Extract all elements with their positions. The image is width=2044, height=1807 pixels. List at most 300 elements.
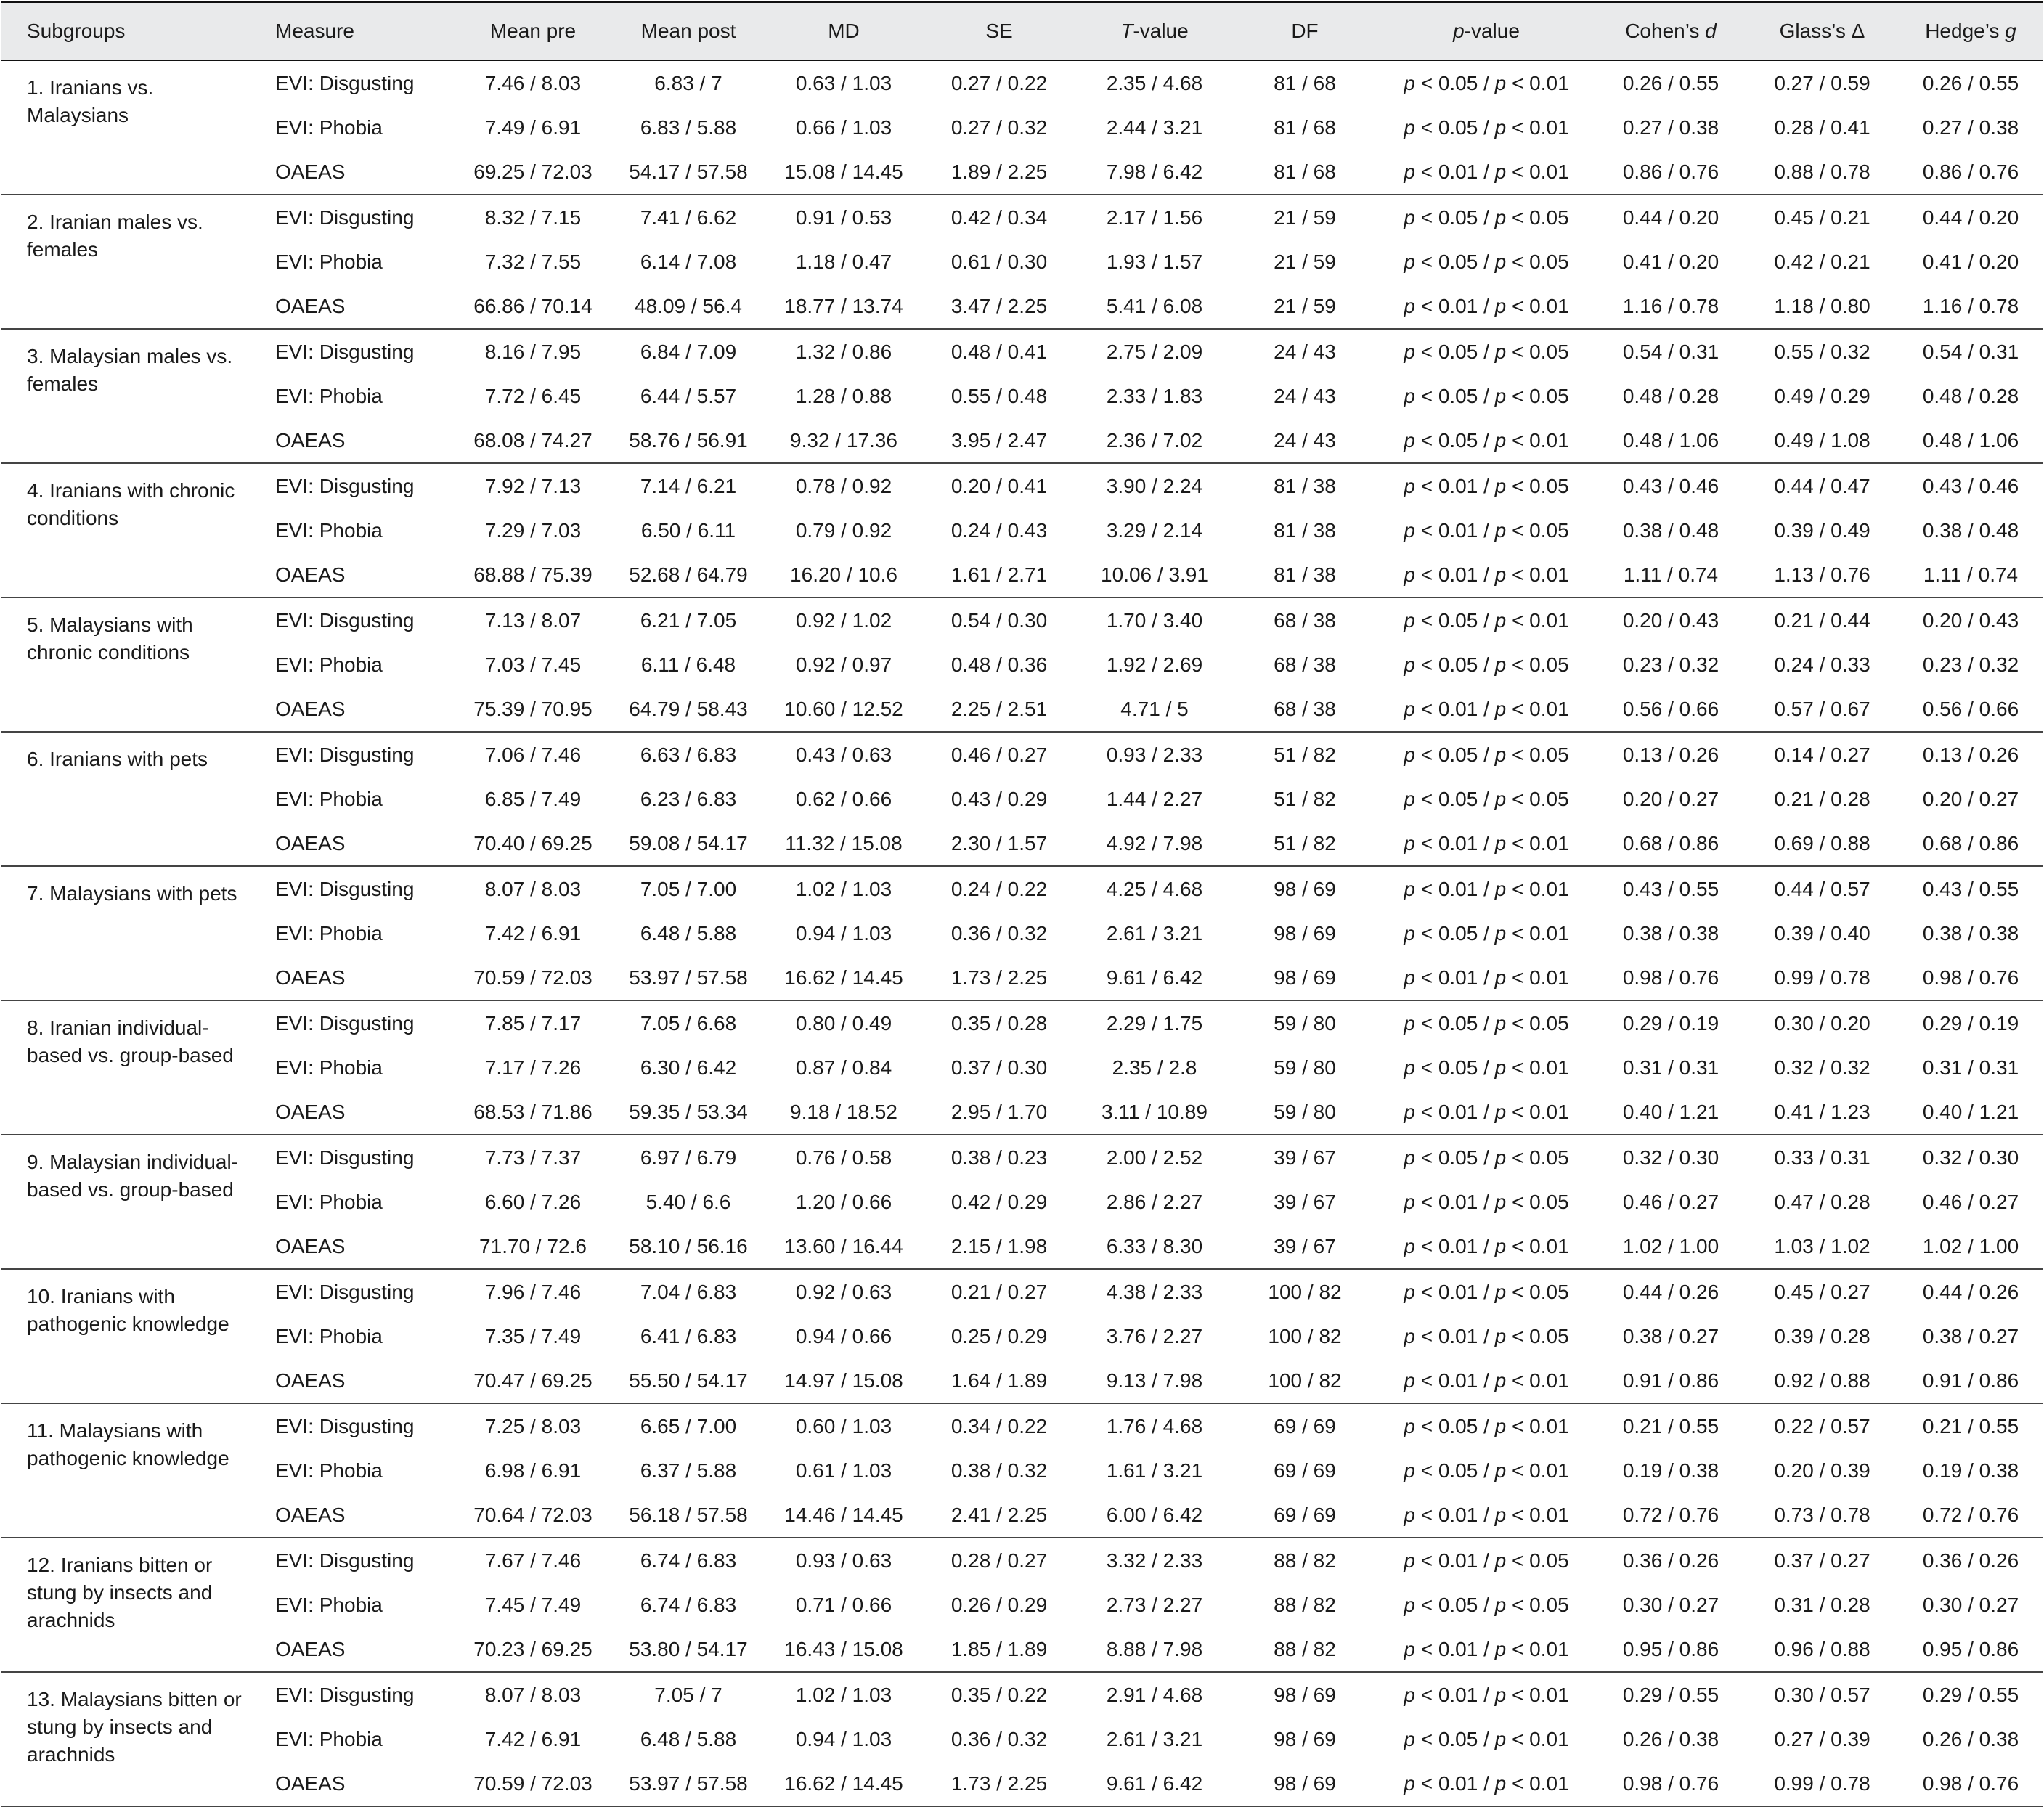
p-text: < 0.01: [1506, 428, 1569, 452]
p-symbol: p: [1404, 1637, 1415, 1660]
p-symbol: p: [1404, 1280, 1415, 1303]
p-symbol: p: [1404, 831, 1415, 854]
glass-effect-cell: 0.14 / 0.27: [1774, 743, 1870, 766]
md-cell: 0.60 / 1.03: [795, 1414, 892, 1437]
d-effect-cell: 0.86 / 0.76: [1595, 150, 1746, 195]
p-symbol: p: [1404, 877, 1415, 900]
p-symbol: p: [1404, 1727, 1415, 1750]
glass-effect-cell: 0.57 / 0.67: [1746, 687, 1898, 732]
mean-pre-cell: 70.40 / 69.25: [455, 821, 611, 866]
g-effect-cell: 0.38 / 0.27: [1922, 1324, 2019, 1347]
t-cell: 1.44 / 2.27: [1106, 787, 1203, 810]
se-cell: 0.28 / 0.27: [950, 1549, 1048, 1572]
glass-effect-cell: 0.96 / 0.88: [1746, 1627, 1898, 1672]
table-row: [1, 1000, 2043, 1045]
p-symbol: p: [1404, 1683, 1415, 1706]
p-text: < 0.01 /: [1414, 1549, 1495, 1572]
p-symbol: p: [1404, 966, 1415, 989]
glass-effect-cell: 0.49 / 0.29: [1774, 384, 1870, 407]
g-effect-cell: 0.72 / 0.76: [1898, 1493, 2043, 1538]
table-row: [1, 284, 2043, 329]
p-text: < 0.05: [1506, 250, 1569, 273]
md-cell: 0.92 / 1.02: [795, 608, 892, 632]
d-effect-cell: 0.36 / 0.26: [1622, 1549, 1719, 1572]
se-cell: 0.36 / 0.32: [950, 921, 1048, 945]
df-cell: 59 / 80: [1274, 1011, 1336, 1035]
t-cell: 2.61 / 3.21: [1106, 921, 1203, 945]
mean-pre-cell: 75.39 / 70.95: [455, 687, 611, 732]
p-value-cell: [1377, 1090, 1595, 1135]
mean-post-cell: 6.41 / 6.83: [640, 1324, 737, 1347]
df-cell: 24 / 43: [1274, 340, 1336, 363]
md-cell: 0.71 / 0.66: [795, 1593, 892, 1616]
se-cell: 1.61 / 2.71: [921, 552, 1077, 597]
mean-pre-cell: 6.98 / 6.91: [484, 1459, 582, 1482]
p-text: < 0.01: [1506, 1771, 1569, 1795]
table-body: [1, 60, 2043, 1806]
p-symbol: p: [1404, 743, 1415, 766]
t-cell: 2.33 / 1.83: [1106, 384, 1203, 407]
table-row: [1, 821, 2043, 866]
md-cell: 16.62 / 14.45: [766, 1761, 921, 1806]
table-row: [1, 1583, 2043, 1627]
table-row: [1, 777, 2043, 821]
p-value-cell: [1377, 284, 1595, 329]
md-cell: 0.92 / 0.97: [795, 653, 892, 676]
p-symbol: p: [1494, 115, 1507, 139]
mean-post-cell: 6.74 / 6.83: [640, 1593, 737, 1616]
g-effect-cell: 0.56 / 0.66: [1898, 687, 2043, 732]
p-text: < 0.01 /: [1414, 1280, 1495, 1303]
df-cell: 51 / 82: [1274, 743, 1336, 766]
mean-pre-cell: 70.59 / 72.03: [455, 955, 611, 1000]
md-cell: 1.20 / 0.66: [795, 1190, 892, 1213]
header-hedges-g: [1898, 2, 2043, 61]
md-cell: 13.60 / 16.44: [766, 1224, 921, 1269]
p-text: < 0.01 /: [1414, 1503, 1495, 1526]
mean-post-cell: 7.05 / 7: [654, 1683, 722, 1706]
g-effect-cell: 0.98 / 0.76: [1898, 1761, 2043, 1806]
t-cell: 2.86 / 2.27: [1106, 1190, 1203, 1213]
mean-post-cell: 5.40 / 6.6: [646, 1190, 731, 1213]
mean-pre-cell: 7.67 / 7.46: [484, 1549, 582, 1572]
p-text: < 0.01: [1506, 563, 1569, 586]
t-cell: 1.92 / 2.69: [1106, 653, 1203, 676]
p-text: < 0.01 /: [1414, 160, 1495, 183]
se-cell: 0.37 / 0.30: [950, 1056, 1048, 1079]
measure-cell: EVI: Phobia: [275, 384, 383, 407]
measure-cell: OAEAS: [268, 821, 455, 866]
p-value-cell: [1377, 105, 1595, 150]
table-row: [1, 1403, 2043, 1448]
md-cell: 9.18 / 18.52: [766, 1090, 921, 1135]
mean-post-cell: 48.09 / 56.4: [611, 284, 766, 329]
glass-effect-cell: 0.31 / 0.28: [1774, 1593, 1870, 1616]
g-effect-cell: 0.27 / 0.38: [1922, 115, 2019, 139]
se-cell: 0.36 / 0.32: [950, 1727, 1048, 1750]
d-effect-cell: 0.72 / 0.76: [1595, 1493, 1746, 1538]
table-row: [1, 60, 2043, 105]
mean-pre-cell: 7.17 / 7.26: [484, 1056, 582, 1079]
mean-post-cell: 6.30 / 6.42: [640, 1056, 737, 1079]
se-cell: 0.24 / 0.43: [950, 518, 1048, 542]
header-glass-delta: Glass’s Δ: [1746, 2, 1898, 61]
mean-post-cell: 6.48 / 5.88: [640, 921, 737, 945]
mean-post-cell: 59.35 / 53.34: [611, 1090, 766, 1135]
measure-cell: EVI: Phobia: [275, 1459, 383, 1482]
mean-post-cell: 54.17 / 57.58: [611, 150, 766, 195]
table-row: [1, 1180, 2043, 1224]
mean-pre-cell: 7.32 / 7.55: [484, 250, 582, 273]
p-value-cell: [1377, 1403, 1595, 1448]
p-symbol: p: [1494, 1190, 1507, 1213]
se-cell: 0.38 / 0.23: [950, 1146, 1048, 1169]
measure-cell: EVI: Phobia: [275, 115, 383, 139]
results-table: [1, 1, 2043, 1807]
d-effect-cell: 0.26 / 0.38: [1622, 1727, 1719, 1750]
p-text: < 0.05 /: [1414, 921, 1495, 945]
d-effect-cell: 0.26 / 0.55: [1622, 71, 1719, 94]
se-cell: 0.48 / 0.36: [950, 653, 1048, 676]
t-cell: 5.41 / 6.08: [1077, 284, 1232, 329]
se-cell: 1.73 / 2.25: [921, 955, 1077, 1000]
header-p-italic: p: [1453, 20, 1465, 42]
se-cell: 0.54 / 0.30: [950, 608, 1048, 632]
df-cell: 21 / 59: [1232, 284, 1377, 329]
d-effect-cell: 0.23 / 0.32: [1622, 653, 1719, 676]
subgroup-label: 13. Malaysians bitten or stung by insects and arachnids: [1, 1672, 268, 1806]
md-cell: 1.18 / 0.47: [795, 250, 892, 273]
measure-cell: EVI: Disgusting: [275, 1011, 415, 1035]
mean-pre-cell: 68.08 / 74.27: [455, 418, 611, 463]
p-text: < 0.05 /: [1414, 340, 1495, 363]
md-cell: 0.66 / 1.03: [795, 115, 892, 139]
t-cell: 2.91 / 4.68: [1106, 1683, 1203, 1706]
md-cell: 0.79 / 0.92: [795, 518, 892, 542]
glass-effect-cell: 0.24 / 0.33: [1774, 653, 1870, 676]
p-value-cell: [1377, 60, 1595, 105]
mean-post-cell: 6.37 / 5.88: [640, 1459, 737, 1482]
subgroup-label: 10. Iranians with pathogenic knowledge: [1, 1269, 268, 1403]
glass-effect-cell: 0.44 / 0.57: [1774, 877, 1870, 900]
p-symbol: p: [1404, 428, 1415, 452]
p-symbol: p: [1404, 294, 1415, 317]
glass-effect-cell: 0.99 / 0.78: [1746, 1761, 1898, 1806]
df-cell: 39 / 67: [1232, 1224, 1377, 1269]
p-symbol: p: [1494, 1056, 1507, 1079]
mean-post-cell: 58.10 / 56.16: [611, 1224, 766, 1269]
mean-post-cell: 64.79 / 58.43: [611, 687, 766, 732]
se-cell: 0.34 / 0.22: [950, 1414, 1048, 1437]
glass-effect-cell: 0.45 / 0.21: [1774, 205, 1870, 229]
p-text: < 0.01: [1506, 160, 1569, 183]
d-effect-cell: 0.98 / 0.76: [1595, 1761, 1746, 1806]
glass-effect-cell: 0.42 / 0.21: [1774, 250, 1870, 273]
se-cell: 0.20 / 0.41: [950, 474, 1048, 497]
p-symbol: p: [1404, 1324, 1415, 1347]
d-effect-cell: 0.48 / 1.06: [1595, 418, 1746, 463]
measure-cell: EVI: Phobia: [275, 1727, 383, 1750]
g-effect-cell: 0.41 / 0.20: [1922, 250, 2019, 273]
p-symbol: p: [1494, 1727, 1507, 1750]
table-row: [1, 732, 2043, 777]
md-cell: 16.62 / 14.45: [766, 955, 921, 1000]
d-effect-cell: 0.41 / 0.20: [1622, 250, 1719, 273]
d-effect-cell: 0.29 / 0.55: [1622, 1683, 1719, 1706]
p-text: < 0.01: [1506, 71, 1569, 94]
measure-cell: EVI: Phobia: [275, 1190, 383, 1213]
p-symbol: p: [1494, 474, 1507, 497]
p-text: < 0.01: [1506, 877, 1569, 900]
p-symbol: p: [1404, 1414, 1415, 1437]
p-value-cell: [1377, 1358, 1595, 1403]
g-effect-cell: 0.40 / 1.21: [1898, 1090, 2043, 1135]
d-effect-cell: 0.38 / 0.38: [1622, 921, 1719, 945]
t-cell: 3.90 / 2.24: [1106, 474, 1203, 497]
glass-effect-cell: 0.37 / 0.27: [1774, 1549, 1870, 1572]
p-symbol: p: [1404, 250, 1415, 273]
t-cell: 6.33 / 8.30: [1077, 1224, 1232, 1269]
md-cell: 0.94 / 1.03: [795, 921, 892, 945]
se-cell: 2.41 / 2.25: [921, 1493, 1077, 1538]
t-cell: 2.44 / 3.21: [1106, 115, 1203, 139]
mean-post-cell: 56.18 / 57.58: [611, 1493, 766, 1538]
d-effect-cell: 0.31 / 0.31: [1622, 1056, 1719, 1079]
md-cell: 0.61 / 1.03: [795, 1459, 892, 1482]
mean-post-cell: 6.74 / 6.83: [640, 1549, 737, 1572]
header-df: DF: [1232, 2, 1377, 61]
p-symbol: p: [1404, 1100, 1415, 1123]
p-text: < 0.01 /: [1414, 1190, 1495, 1213]
mean-pre-cell: 7.29 / 7.03: [484, 518, 582, 542]
mean-post-cell: 6.65 / 7.00: [640, 1414, 737, 1437]
se-cell: 0.35 / 0.28: [950, 1011, 1048, 1035]
mean-pre-cell: 70.47 / 69.25: [455, 1358, 611, 1403]
p-value-cell: [1377, 1538, 1595, 1583]
p-symbol: p: [1494, 1011, 1507, 1035]
p-symbol: p: [1494, 1414, 1507, 1437]
p-symbol: p: [1494, 563, 1507, 586]
t-cell: 2.29 / 1.75: [1106, 1011, 1203, 1035]
p-text: < 0.01: [1506, 831, 1569, 854]
p-symbol: p: [1404, 115, 1415, 139]
p-text: < 0.01 /: [1414, 877, 1495, 900]
p-text: < 0.05: [1506, 205, 1569, 229]
p-text: < 0.05 /: [1414, 428, 1495, 452]
measure-cell: OAEAS: [268, 1627, 455, 1672]
table-row: [1, 597, 2043, 643]
mean-post-cell: 6.44 / 5.57: [640, 384, 737, 407]
p-text: < 0.05: [1506, 384, 1569, 407]
t-cell: 9.61 / 6.42: [1077, 955, 1232, 1000]
df-cell: 68 / 38: [1274, 653, 1336, 676]
header-subgroups: Subgroups: [1, 2, 268, 61]
d-effect-cell: 0.21 / 0.55: [1622, 1414, 1719, 1437]
t-cell: 1.70 / 3.40: [1106, 608, 1203, 632]
p-symbol: p: [1404, 384, 1415, 407]
p-text: < 0.01: [1506, 697, 1569, 720]
p-symbol: p: [1404, 1056, 1415, 1079]
mean-pre-cell: 7.42 / 6.91: [484, 1727, 582, 1750]
mean-pre-cell: 7.13 / 8.07: [484, 608, 582, 632]
p-value-cell: [1377, 687, 1595, 732]
table-row: [1, 911, 2043, 955]
table-row: [1, 1090, 2043, 1135]
d-effect-cell: 0.38 / 0.27: [1622, 1324, 1719, 1347]
p-text: < 0.01 /: [1414, 697, 1495, 720]
p-value-cell: [1377, 195, 1595, 240]
md-cell: 9.32 / 17.36: [766, 418, 921, 463]
mean-post-cell: 53.80 / 54.17: [611, 1627, 766, 1672]
glass-effect-cell: 0.92 / 0.88: [1746, 1358, 1898, 1403]
header-cohens-d: [1595, 2, 1746, 61]
md-cell: 16.20 / 10.6: [766, 552, 921, 597]
g-effect-cell: 0.32 / 0.30: [1922, 1146, 2019, 1169]
d-effect-cell: 0.54 / 0.31: [1622, 340, 1719, 363]
p-symbol: p: [1404, 697, 1415, 720]
d-effect-cell: 0.56 / 0.66: [1595, 687, 1746, 732]
t-cell: 2.75 / 2.09: [1106, 340, 1203, 363]
measure-cell: EVI: Disgusting: [275, 1683, 415, 1706]
header-se: SE: [921, 2, 1077, 61]
table-row: [1, 463, 2043, 508]
mean-pre-cell: 71.70 / 72.6: [455, 1224, 611, 1269]
p-symbol: p: [1404, 340, 1415, 363]
g-effect-cell: 0.86 / 0.76: [1898, 150, 2043, 195]
p-value-cell: [1377, 1672, 1595, 1717]
glass-effect-cell: 0.39 / 0.28: [1774, 1324, 1870, 1347]
d-effect-cell: 0.44 / 0.26: [1622, 1280, 1719, 1303]
p-value-cell: [1377, 552, 1595, 597]
md-cell: 14.46 / 14.45: [766, 1493, 921, 1538]
g-effect-cell: 0.31 / 0.31: [1922, 1056, 2019, 1079]
header-p-rest: -value: [1464, 20, 1520, 42]
subgroup-label: 1. Iranians vs. Malaysians: [1, 60, 268, 195]
measure-cell: OAEAS: [268, 1761, 455, 1806]
df-cell: 81 / 68: [1274, 115, 1336, 139]
p-value-cell: [1377, 732, 1595, 777]
table-row: [1, 1493, 2043, 1538]
p-text: < 0.05: [1506, 340, 1569, 363]
p-text: < 0.05 /: [1414, 1593, 1495, 1616]
p-value-cell: [1377, 1448, 1595, 1493]
t-cell: 4.25 / 4.68: [1106, 877, 1203, 900]
p-value-cell: [1377, 1314, 1595, 1358]
mean-pre-cell: 66.86 / 70.14: [455, 284, 611, 329]
p-symbol: p: [1494, 1549, 1507, 1572]
p-text: < 0.05: [1506, 1549, 1569, 1572]
mean-post-cell: 6.84 / 7.09: [640, 340, 737, 363]
table-row: [1, 1045, 2043, 1090]
p-text: < 0.05: [1506, 743, 1569, 766]
t-cell: 4.92 / 7.98: [1077, 821, 1232, 866]
g-effect-cell: 0.38 / 0.48: [1922, 518, 2019, 542]
g-effect-cell: 0.48 / 0.28: [1922, 384, 2019, 407]
mean-post-cell: 6.63 / 6.83: [640, 743, 737, 766]
g-effect-cell: 0.44 / 0.26: [1922, 1280, 2019, 1303]
p-text: < 0.05 /: [1414, 1056, 1495, 1079]
mean-pre-cell: 7.96 / 7.46: [484, 1280, 582, 1303]
table-row: [1, 508, 2043, 552]
p-symbol: p: [1494, 1280, 1507, 1303]
se-cell: 2.30 / 1.57: [921, 821, 1077, 866]
header-t-rest: -value: [1133, 20, 1189, 42]
md-cell: 0.93 / 0.63: [795, 1549, 892, 1572]
table-row: [1, 150, 2043, 195]
p-text: < 0.05: [1506, 1593, 1569, 1616]
p-symbol: p: [1404, 474, 1415, 497]
measure-cell: EVI: Disgusting: [275, 205, 415, 229]
md-cell: 15.08 / 14.45: [766, 150, 921, 195]
subgroup-label: 6. Iranians with pets: [1, 732, 268, 866]
measure-cell: EVI: Phobia: [275, 653, 383, 676]
mean-pre-cell: 7.72 / 6.45: [484, 384, 582, 407]
d-effect-cell: 0.44 / 0.20: [1622, 205, 1719, 229]
d-effect-cell: 1.16 / 0.78: [1595, 284, 1746, 329]
table-row: [1, 418, 2043, 463]
p-symbol: p: [1494, 653, 1507, 676]
p-symbol: p: [1494, 294, 1507, 317]
p-symbol: p: [1404, 1593, 1415, 1616]
p-symbol: p: [1494, 1503, 1507, 1526]
d-effect-cell: 0.27 / 0.38: [1622, 115, 1719, 139]
p-value-cell: [1377, 150, 1595, 195]
glass-effect-cell: 0.21 / 0.28: [1774, 787, 1870, 810]
p-text: < 0.01 /: [1414, 1100, 1495, 1123]
p-text: < 0.01: [1506, 1503, 1569, 1526]
mean-pre-cell: 7.73 / 7.37: [484, 1146, 582, 1169]
table-row: [1, 1448, 2043, 1493]
df-cell: 59 / 80: [1274, 1056, 1336, 1079]
p-value-cell: [1377, 418, 1595, 463]
df-cell: 98 / 69: [1274, 877, 1336, 900]
g-effect-cell: 0.44 / 0.20: [1922, 205, 2019, 229]
p-text: < 0.01: [1506, 1234, 1569, 1257]
p-value-cell: [1377, 597, 1595, 643]
mean-pre-cell: 70.23 / 69.25: [455, 1627, 611, 1672]
mean-pre-cell: 70.64 / 72.03: [455, 1493, 611, 1538]
md-cell: 1.02 / 1.03: [795, 1683, 892, 1706]
table-row: [1, 374, 2043, 418]
t-cell: 2.61 / 3.21: [1106, 1727, 1203, 1750]
d-effect-cell: 0.98 / 0.76: [1595, 955, 1746, 1000]
df-cell: 81 / 38: [1274, 518, 1336, 542]
mean-post-cell: 58.76 / 56.91: [611, 418, 766, 463]
p-symbol: p: [1494, 428, 1507, 452]
subgroup-label: 3. Malaysian males vs. females: [1, 329, 268, 463]
table-row: [1, 1314, 2043, 1358]
df-cell: 81 / 68: [1274, 71, 1336, 94]
df-cell: 69 / 69: [1274, 1459, 1336, 1482]
p-text: < 0.01 /: [1414, 474, 1495, 497]
table-row: [1, 643, 2043, 687]
glass-effect-cell: 1.13 / 0.76: [1746, 552, 1898, 597]
t-cell: 8.88 / 7.98: [1077, 1627, 1232, 1672]
mean-post-cell: 6.11 / 6.48: [640, 653, 736, 676]
df-cell: 68 / 38: [1232, 687, 1377, 732]
mean-post-cell: 7.14 / 6.21: [640, 474, 737, 497]
p-text: < 0.01 /: [1414, 1234, 1495, 1257]
se-cell: 2.95 / 1.70: [921, 1090, 1077, 1135]
d-effect-cell: 0.13 / 0.26: [1622, 743, 1719, 766]
p-value-cell: [1377, 1045, 1595, 1090]
p-text: < 0.01: [1506, 1056, 1569, 1079]
md-cell: 0.43 / 0.63: [795, 743, 892, 766]
measure-cell: EVI: Phobia: [275, 518, 383, 542]
p-symbol: p: [1494, 1324, 1507, 1347]
mean-post-cell: 53.97 / 57.58: [611, 1761, 766, 1806]
g-effect-cell: 1.16 / 0.78: [1898, 284, 2043, 329]
